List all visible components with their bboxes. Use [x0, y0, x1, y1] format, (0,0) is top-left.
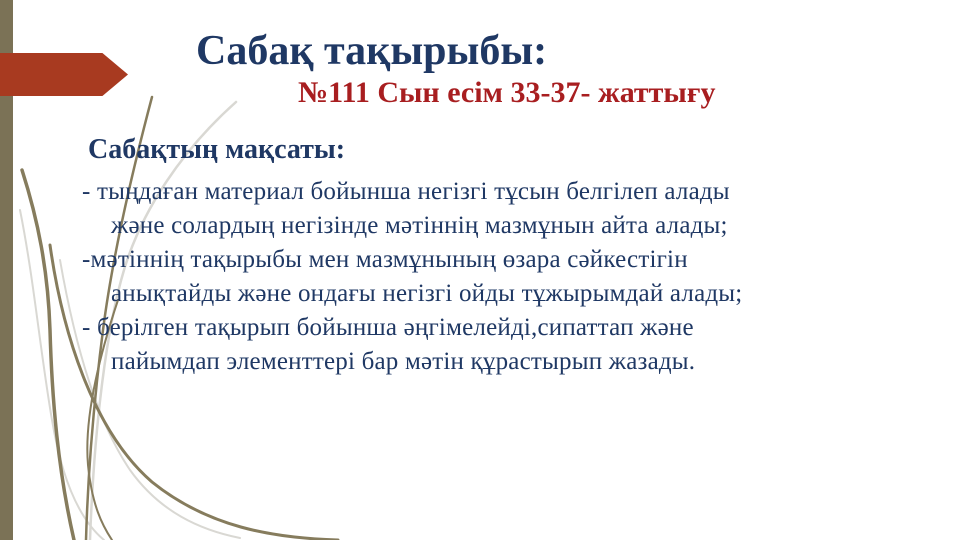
- objective-line-2: және солардың негізінде мәтіннің мазмұнын айта алады;: [111, 212, 728, 239]
- objective-heading: Сабақтың мақсаты:: [88, 134, 346, 165]
- objective-line-1: - тыңдаған материал бойынша негізгі тұсын белгілеп алады: [82, 178, 730, 205]
- slide-title: Сабақ тақырыбы:: [196, 28, 548, 74]
- objective-text-block: [82, 175, 742, 379]
- slide-subtitle: №111 Сын есім 33-37- жаттығу: [298, 76, 716, 109]
- objective-line-4: анықтайды және ондағы негізгі ойды тұжырымдай алады;: [111, 280, 743, 307]
- objective-line-5: - берілген тақырып бойынша әңгімелейді,сипаттап және: [82, 314, 694, 341]
- objective-line-3: -мәтіннің тақырыбы мен мазмұнының өзара сәйкестігін: [82, 246, 688, 273]
- red-arrow-icon: [0, 53, 128, 96]
- objective-line-6: пайымдап элементтері бар мәтін құрастырып жазады.: [111, 348, 696, 375]
